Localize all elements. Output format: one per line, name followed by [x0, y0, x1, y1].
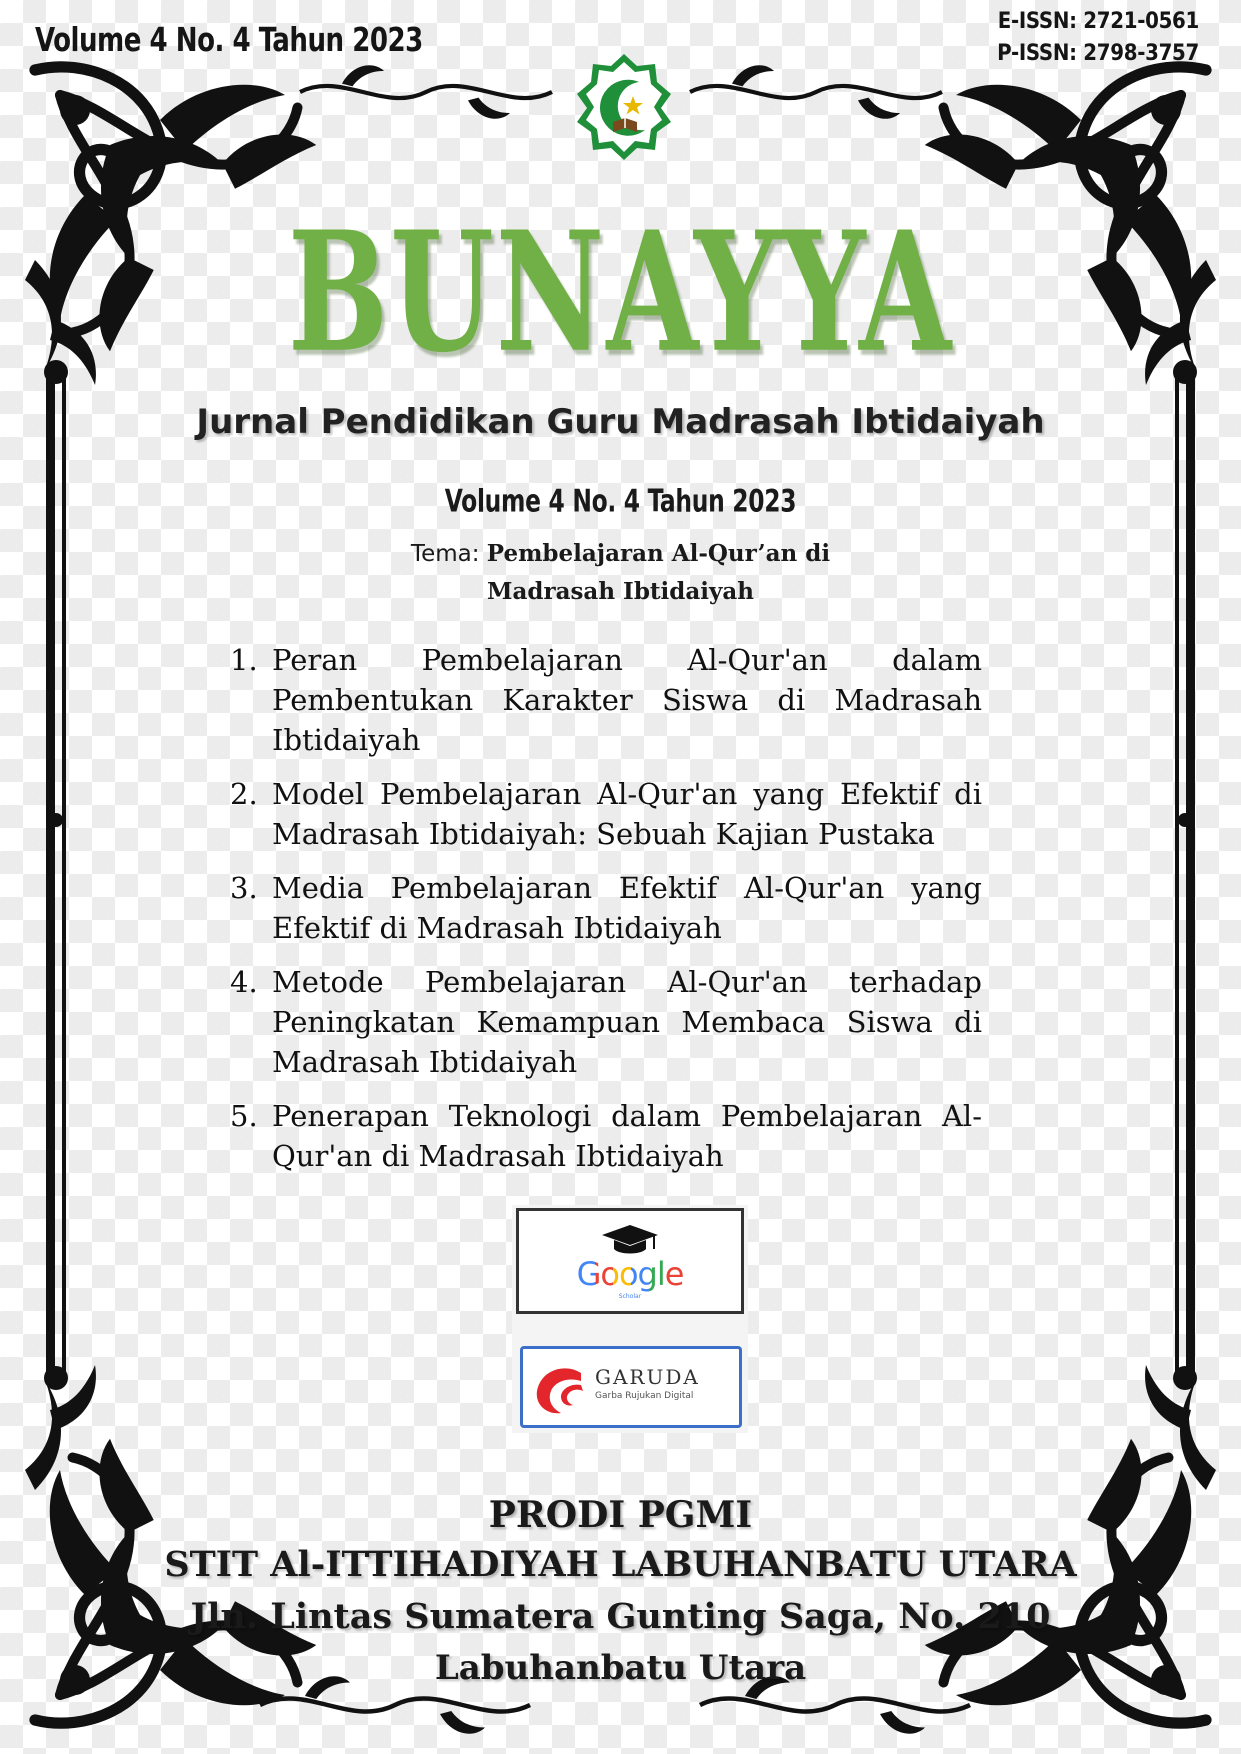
- article-number: 4.: [230, 965, 258, 999]
- article-item: [230, 774, 982, 854]
- header-volume: Volume 4 No. 4 Tahun 2023: [35, 20, 423, 60]
- article-title: Media Pembelajaran Efektif Al-Qur'an yang Efektif di Madrasah Ibtidaiyah: [272, 871, 982, 945]
- article-number: 3.: [230, 871, 258, 905]
- article-item: [230, 1096, 982, 1176]
- footer-prodi: PRODI PGMI: [488, 1494, 753, 1536]
- garuda-subtitle: Garba Rujukan Digital: [595, 1391, 694, 1401]
- journal-subtitle: Jurnal Pendidikan Guru Madrasah Ibtidaiyah: [196, 402, 1045, 442]
- theme-label: Tema:: [410, 541, 480, 567]
- scholar-label: Scholar: [618, 1293, 642, 1300]
- issue-volume: Volume 4 No. 4 Tahun 2023: [444, 484, 797, 520]
- article-title: Penerapan Teknologi dalam Pembelajaran Al-Qur'an di Madrasah Ibtidaiyah: [272, 1099, 982, 1173]
- article-number: 2.: [230, 777, 258, 811]
- theme-title-1: Pembelajaran Al-Qur’an di: [486, 540, 831, 567]
- google-scholar-badge[interactable]: [516, 1208, 744, 1314]
- footer-institution: STIT Al-ITTIHADIYAH LABUHANBATU UTARA: [164, 1544, 1077, 1585]
- footer-city: Labuhanbatu Utara: [434, 1648, 807, 1688]
- theme-title-2: Madrasah Ibtidaiyah: [487, 578, 754, 605]
- garuda-title: GARUDA: [595, 1365, 700, 1389]
- eissn: E-ISSN: 2721-0561: [997, 9, 1199, 34]
- issn-block: [997, 6, 1199, 70]
- google-logo-text: Google: [576, 1255, 684, 1293]
- garuda-logo-icon: [531, 1359, 591, 1419]
- article-title: Peran Pembelajaran Al-Qur'an dalam Pembentukan Karakter Siswa di Madrasah Ibtidaiyah: [272, 643, 982, 757]
- garuda-badge[interactable]: [520, 1346, 742, 1428]
- journal-name: BUNAYYA: [287, 196, 954, 390]
- theme-line-1: [0, 535, 1241, 573]
- footer-address: Jln. Lintas Sumatera Gunting Saga, No. 210: [190, 1596, 1051, 1637]
- article-title: Metode Pembelajaran Al-Qur'an terhadap Peningkatan Kemampuan Membaca Siswa di Madrasah Ibtidaiyah: [272, 965, 982, 1079]
- article-number: 5.: [230, 1099, 258, 1133]
- article-title: Model Pembelajaran Al-Qur'an yang Efektif di Madrasah Ibtidaiyah: Sebuah Kajian Pustaka: [272, 777, 982, 851]
- article-list: [230, 640, 982, 1190]
- article-item: [230, 640, 982, 760]
- article-item: [230, 868, 982, 948]
- article-number: 1.: [230, 643, 258, 677]
- pissn: P-ISSN: 2798-3757: [997, 41, 1199, 66]
- issue-theme: [0, 535, 1241, 610]
- google-wordmark: [519, 1255, 741, 1293]
- article-item: [230, 962, 982, 1082]
- journal-logo-icon: [573, 52, 675, 162]
